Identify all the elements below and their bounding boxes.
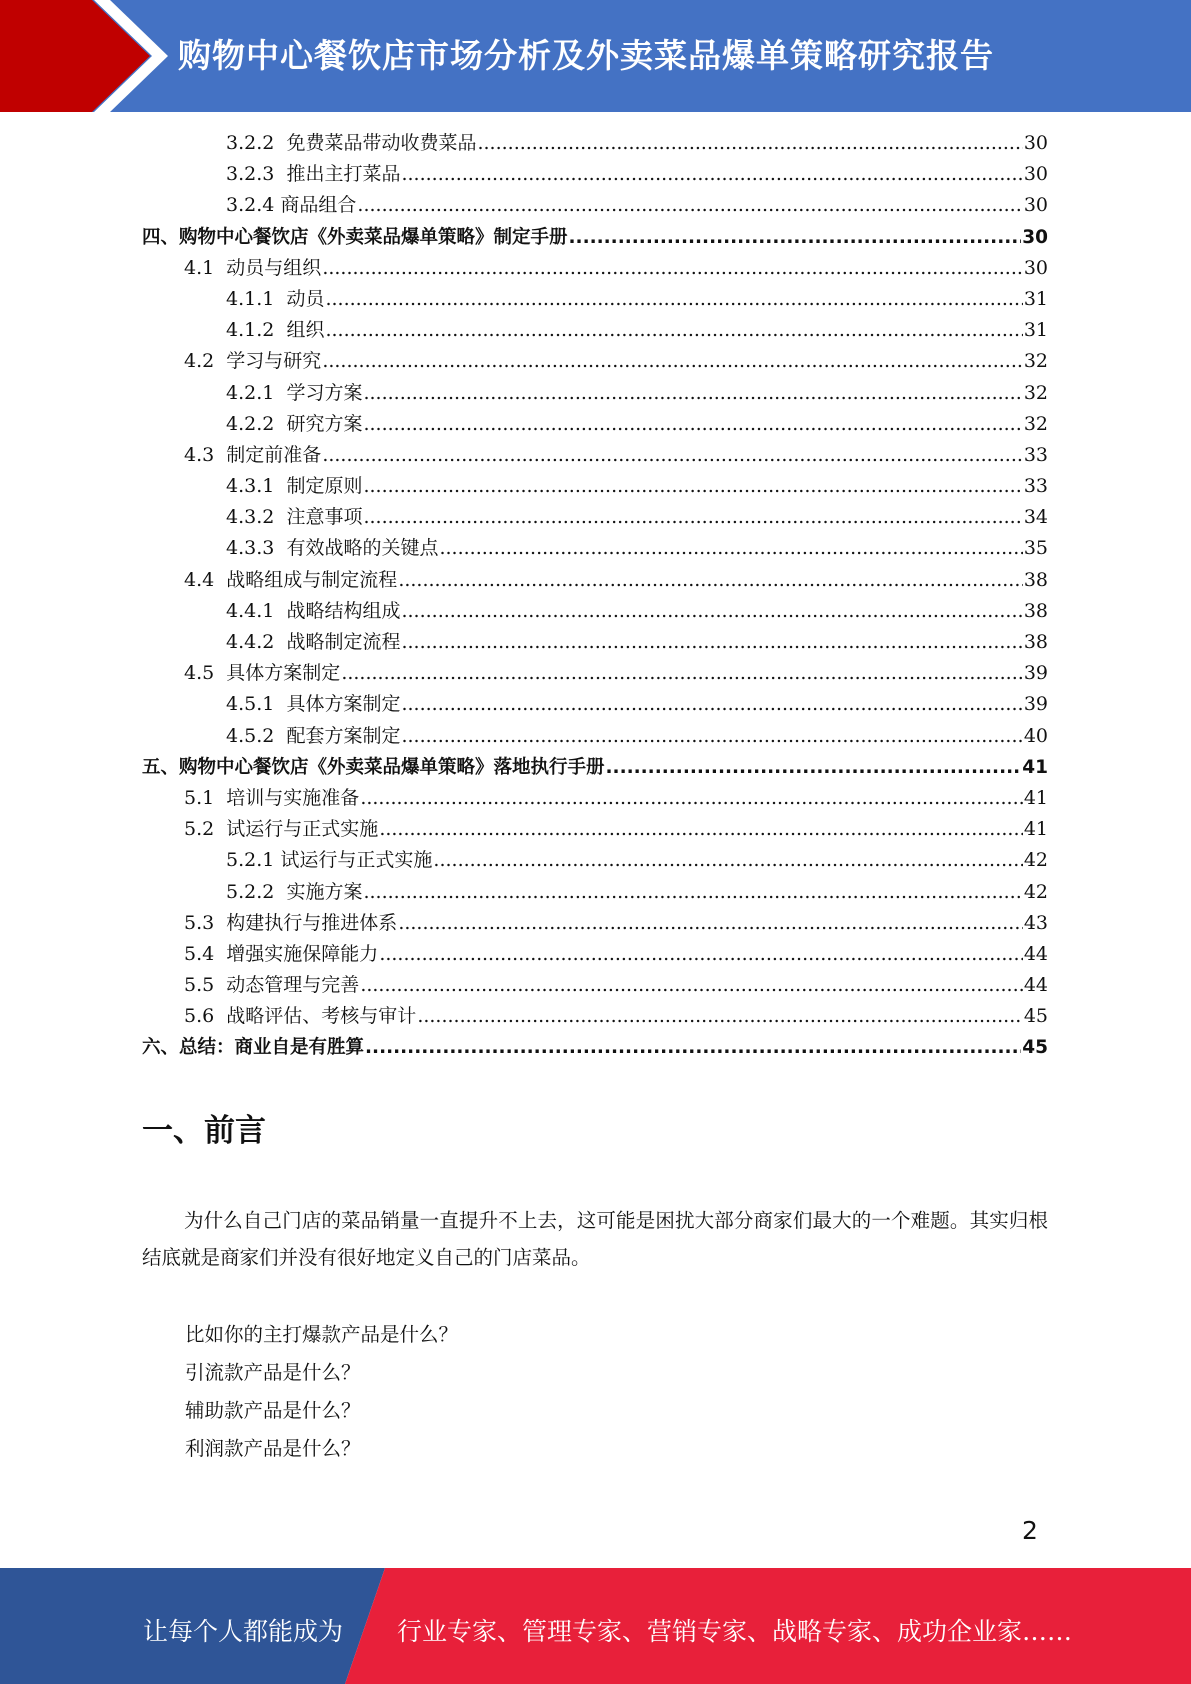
question-item: 利润款产品是什么？ (185, 1437, 361, 1460)
toc-entry-page: 33 (1023, 475, 1048, 498)
toc-entry-page: 30 (1022, 226, 1048, 248)
toc-entry-title: 有效战略的关键点 (286, 537, 439, 560)
toc-entry-number: 5.2.1 (226, 849, 281, 872)
toc-dot-leader (379, 939, 1023, 970)
toc-entry-page: 42 (1023, 880, 1048, 903)
intro-paragraph: 为什么自己门店的菜品销量一直提升不上去，这可能是困扰大部分商家们最大的一个难题。其实归根结底就是商家们并没有很好地定义自己的门店菜品。 (142, 1209, 1048, 1269)
toc-entry-number: 4.2 (184, 350, 227, 373)
toc-entry-title: 具体方案制定 (286, 693, 401, 716)
toc-dot-leader (401, 159, 1022, 190)
toc-entry-page: 32 (1023, 350, 1048, 373)
toc-entry-title: 研究方案 (286, 412, 363, 435)
toc-entry-page: 32 (1023, 412, 1048, 435)
toc-dot-leader (363, 877, 1022, 908)
toc-entry-title: 战略结构组成 (286, 599, 401, 622)
toc-entry-number: 4.3.3 (226, 537, 287, 560)
page-footer (0, 1568, 1191, 1684)
toc-dot-leader (360, 783, 1023, 814)
toc-dot-leader (325, 315, 1022, 346)
report-title: 购物中心餐饮店市场分析及外卖菜品爆单策略研究报告 (178, 36, 994, 75)
toc-entry[interactable] (142, 253, 1048, 284)
page-header (0, 0, 1191, 112)
toc-dot-leader (439, 533, 1022, 564)
toc-entry-number: 5.3 (184, 911, 227, 934)
toc-entry[interactable] (142, 752, 1048, 783)
toc-entry-title: 动态管理与完善 (226, 974, 360, 997)
toc-entry-number: 5.2.2 (226, 880, 287, 903)
toc-entry-number: 5.6 (184, 1005, 227, 1028)
toc-entry[interactable] (142, 689, 1048, 720)
footer-slogan-right: 行业专家、管理专家、营销专家、战略专家、成功企业家…… (397, 1617, 1073, 1646)
toc-entry-page: 45 (1022, 1037, 1048, 1059)
toc-entry-page: 40 (1023, 724, 1048, 747)
toc-entry-number: 4.1.2 (226, 319, 287, 342)
toc-entry-number: 3.2.4 (226, 194, 281, 217)
footer-slogan-left: 让每个人都能成为 (143, 1617, 344, 1646)
toc-entry-title: 制定原则 (286, 475, 363, 498)
toc-entry-page: 41 (1023, 786, 1048, 809)
toc-entry[interactable] (142, 845, 1048, 876)
toc-entry-number: 4.3.1 (226, 475, 287, 498)
toc-entry-page: 38 (1023, 599, 1048, 622)
toc-entry[interactable] (142, 502, 1048, 533)
toc-entry-page: 41 (1022, 756, 1048, 778)
toc-entry-number: 4.1.1 (226, 287, 287, 310)
toc-entry[interactable] (142, 658, 1048, 689)
toc-entry-page: 33 (1023, 443, 1048, 466)
toc-dot-leader (363, 378, 1022, 409)
toc-entry-number: 4.1 (184, 256, 227, 279)
toc-entry-title: 注意事项 (286, 506, 363, 529)
toc-entry[interactable] (142, 378, 1048, 409)
toc-entry[interactable] (142, 471, 1048, 502)
toc-entry-title: 推出主打菜品 (286, 163, 401, 186)
toc-entry-number: 5.1 (184, 786, 227, 809)
toc-entry[interactable] (142, 565, 1048, 596)
toc-dot-leader (360, 970, 1023, 1001)
toc-entry[interactable] (142, 970, 1048, 1001)
toc-entry[interactable] (142, 222, 1048, 253)
toc-entry[interactable] (142, 284, 1048, 315)
toc-entry-title: 构建执行与推进体系 (226, 911, 398, 934)
toc-entry[interactable] (142, 1001, 1048, 1032)
toc-entry[interactable] (142, 721, 1048, 752)
toc-entry-title: 试运行与正式实施 (280, 849, 433, 872)
toc-entry-number: 3.2.3 (226, 163, 287, 186)
toc-entry[interactable] (142, 190, 1048, 221)
toc-entry[interactable] (142, 627, 1048, 658)
toc-dot-leader (357, 190, 1022, 221)
toc-dot-leader (398, 565, 1023, 596)
toc-dot-leader (398, 908, 1023, 939)
toc-entry[interactable] (142, 440, 1048, 471)
toc-entry[interactable] (142, 783, 1048, 814)
toc-dot-leader (401, 721, 1022, 752)
toc-entry-page: 34 (1023, 506, 1048, 529)
toc-dot-leader (379, 814, 1023, 845)
toc-dot-leader (363, 502, 1022, 533)
toc-dot-leader (322, 440, 1023, 471)
toc-entry-title: 四、购物中心餐饮店《外卖菜品爆单策略》制定手册 (142, 226, 568, 248)
question-item: 比如你的主打爆款产品是什么？ (185, 1323, 459, 1346)
page-number: 2 (1022, 1516, 1038, 1545)
table-of-contents (142, 128, 1048, 1064)
toc-entry-page: 43 (1023, 911, 1048, 934)
toc-entry[interactable] (142, 596, 1048, 627)
toc-entry-title: 学习与研究 (226, 350, 322, 373)
toc-entry-title: 制定前准备 (226, 443, 322, 466)
toc-entry-page: 39 (1023, 693, 1048, 716)
toc-entry-number: 4.4.2 (226, 631, 287, 653)
toc-entry[interactable] (142, 939, 1048, 970)
toc-entry-page: 31 (1023, 287, 1048, 310)
toc-dot-leader (322, 253, 1023, 284)
toc-entry[interactable] (142, 159, 1048, 190)
toc-entry-number: 3.2.2 (226, 132, 287, 154)
toc-entry-title: 实施方案 (286, 880, 363, 903)
toc-entry-number: 4.3.2 (226, 506, 287, 529)
toc-dot-leader (569, 222, 1022, 253)
toc-entry-title: 动员与组织 (226, 256, 322, 279)
toc-entry-number: 4.2.1 (226, 381, 287, 404)
toc-entry-number: 4.5.1 (226, 693, 287, 716)
toc-entry-number: 5.5 (184, 974, 227, 997)
toc-entry-title: 配套方案制定 (286, 724, 401, 747)
toc-dot-leader (477, 128, 1022, 159)
toc-entry-page: 44 (1023, 974, 1048, 997)
toc-dot-leader (606, 752, 1022, 783)
toc-entry-title: 战略制定流程 (286, 631, 401, 653)
toc-dot-leader (417, 1001, 1023, 1032)
toc-dot-leader (401, 596, 1022, 627)
toc-entry-page: 38 (1023, 631, 1048, 653)
toc-dot-leader (401, 627, 1022, 658)
toc-entry-page: 30 (1023, 256, 1048, 279)
toc-entry-title: 动员 (286, 287, 325, 310)
toc-dot-leader (363, 409, 1022, 440)
toc-entry-number: 4.4.1 (226, 599, 287, 622)
toc-entry-title: 五、购物中心餐饮店《外卖菜品爆单策略》落地执行手册 (142, 756, 605, 778)
question-item: 引流款产品是什么？ (185, 1361, 361, 1384)
toc-entry-page: 35 (1023, 537, 1048, 560)
toc-entry-page: 32 (1023, 381, 1048, 404)
toc-entry-page: 44 (1023, 942, 1048, 965)
toc-entry[interactable] (142, 409, 1048, 440)
toc-entry-title: 试运行与正式实施 (226, 818, 379, 841)
toc-entry[interactable] (142, 315, 1048, 346)
toc-entry-number: 4.5 (184, 662, 227, 685)
toc-entry-page: 38 (1023, 568, 1048, 591)
toc-entry-title: 具体方案制定 (226, 662, 341, 685)
toc-entry[interactable] (142, 533, 1048, 564)
section-heading: 一、前言 (142, 1113, 266, 1149)
toc-entry-title: 战略组成与制定流程 (226, 568, 398, 591)
toc-entry-page: 30 (1023, 163, 1048, 186)
toc-entry-title: 免费菜品带动收费菜品 (286, 132, 477, 154)
toc-entry-title: 学习方案 (286, 381, 363, 404)
question-list (185, 1316, 458, 1468)
toc-entry[interactable] (142, 1032, 1048, 1063)
toc-entry-number: 5.2 (184, 818, 227, 841)
toc-entry[interactable] (142, 128, 1048, 159)
toc-entry-number: 4.3 (184, 443, 227, 466)
toc-entry-page: 42 (1023, 849, 1048, 872)
toc-dot-leader (365, 1032, 1021, 1063)
question-item: 辅助款产品是什么？ (185, 1399, 361, 1422)
toc-dot-leader (363, 471, 1022, 502)
toc-entry[interactable] (142, 814, 1048, 845)
toc-dot-leader (341, 658, 1023, 689)
toc-entry-number: 4.5.2 (226, 724, 287, 747)
toc-entry-number: 5.4 (184, 942, 227, 965)
toc-dot-leader (322, 346, 1023, 377)
toc-entry[interactable] (142, 877, 1048, 908)
toc-entry-title: 战略评估、考核与审计 (226, 1005, 417, 1028)
toc-entry-page: 41 (1023, 818, 1048, 841)
toc-entry-number: 4.4 (184, 568, 227, 591)
toc-entry-page: 30 (1023, 132, 1048, 154)
toc-entry-title: 商品组合 (280, 194, 357, 217)
toc-entry-title: 增强实施保障能力 (226, 942, 379, 965)
toc-entry-page: 30 (1023, 194, 1048, 217)
toc-entry-title: 组织 (286, 319, 325, 342)
toc-entry-title: 六、总结：商业自是有胜算 (142, 1037, 365, 1059)
toc-entry-number: 4.2.2 (226, 412, 287, 435)
toc-dot-leader (433, 845, 1022, 876)
toc-entry[interactable] (142, 908, 1048, 939)
toc-entry-page: 45 (1023, 1005, 1048, 1028)
toc-entry-page: 39 (1023, 662, 1048, 685)
toc-entry-page: 31 (1023, 319, 1048, 342)
toc-entry[interactable] (142, 346, 1048, 377)
toc-entry-title: 培训与实施准备 (226, 786, 360, 809)
toc-dot-leader (325, 284, 1022, 315)
toc-dot-leader (401, 689, 1022, 720)
